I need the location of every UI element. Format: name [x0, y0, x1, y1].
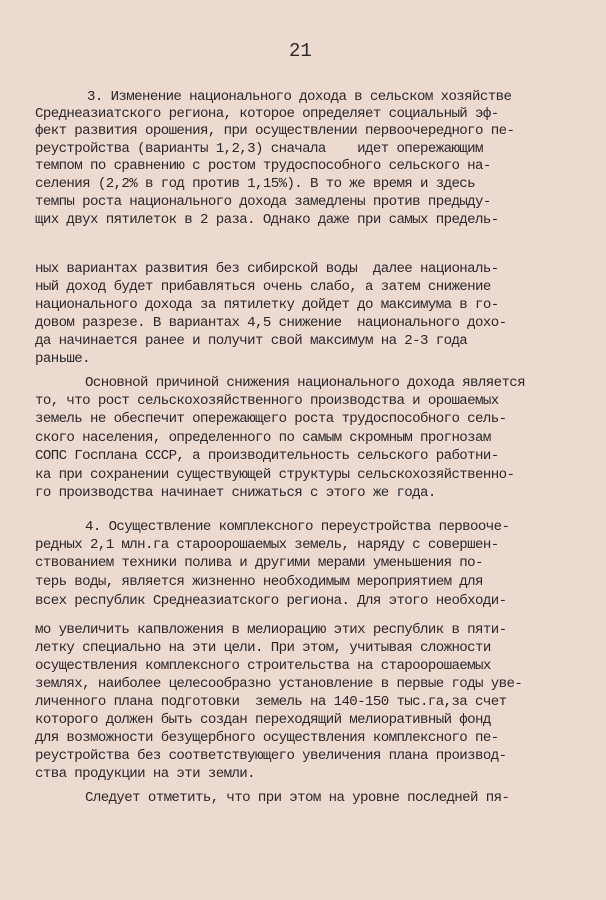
text-line: СОПС Госплана СССР, а производительность сельского работни-: [35, 448, 499, 464]
text-line: Среднеазиатского региона, которое определяет социальный эф-: [35, 106, 499, 122]
text-line: осуществления комплексного строительства на староорошаемых: [35, 658, 491, 674]
text-line: терь воды, является жизненно необходимым мероприятием для: [35, 574, 483, 590]
text-line: 4. Осуществление комплексного переустройства первооче-: [85, 519, 510, 535]
page-number: 21: [289, 40, 312, 62]
text-line: ка при сохранении существующей структуры сельскохозяйственно-: [35, 467, 515, 483]
text-line: для возможности безущербного осуществления комплексного пе-: [35, 730, 499, 746]
text-line: личенного плана подготовки земель на 140-150 тыс.га,за счет: [35, 694, 507, 710]
text-line: да начинается ранее и получит свой максимум на 2-3 года: [35, 333, 468, 349]
text-line: темпом по сравнению с ростом трудоспособного сельского на-: [35, 158, 491, 174]
text-line: редных 2,1 млн.га староорошаемых земель, наряду с совершен-: [35, 537, 499, 553]
text-line: земель не обеспечит опережающего роста трудоспособного сель-: [35, 411, 507, 427]
text-line: селения (2,2% в год против 1,15%). В то же время и здесь: [35, 176, 476, 192]
text-line: мо увеличить капвложения в мелиорацию этих республик в пяти-: [35, 622, 507, 638]
text-line: то, что рост сельскохозяйственного производства и орошаемых: [35, 393, 499, 409]
text-line: национального дохода за пятилетку дойдет до максимума в го-: [35, 297, 499, 313]
text-line: Основной причиной снижения национального дохода является: [85, 375, 526, 391]
text-line: щих двух пятилеток в 2 раза. Однако даже при самых предель-: [35, 212, 499, 228]
text-line: реустройства без соответствующего увеличения плана производ-: [35, 748, 507, 764]
text-line: которого должен быть создан переходящий мелиоративный фонд: [35, 712, 491, 728]
text-line: ных вариантах развития без сибирской воды далее националь-: [35, 261, 499, 277]
text-line: го производства начинает снижаться с этого же года.: [35, 485, 436, 501]
text-line: всех республик Среднеазиатского региона. Для этого необходи-: [35, 593, 507, 609]
text-line: землях, наиболее целесообразно установление в первые годы уве-: [35, 676, 523, 692]
text-line: ского населения, определенного по самым скромным прогнозам: [35, 430, 491, 446]
text-line: Следует отметить, что при этом на уровне последней пя-: [85, 790, 510, 806]
text-line: реустройства (варианты 1,2,3) сначала идет опережающим: [35, 141, 483, 157]
text-line: темпы роста национального дохода замедлены против предыду-: [35, 194, 491, 210]
text-line: 3. Изменение национального дохода в сельском хозяйстве: [87, 89, 512, 105]
text-line: ства продукции на эти земли.: [35, 766, 256, 782]
text-line: ный доход будет прибавляться очень слабо, а затем снижение: [35, 279, 491, 295]
text-line: летку специально на эти цели. При этом, учитывая сложности: [35, 640, 491, 656]
text-line: довом разрезе. В вариантах 4,5 снижение национального дохо-: [35, 315, 507, 331]
text-line: ствованием техники полива и другими мерами уменьшения по-: [35, 555, 483, 571]
text-line: фект развития орошения, при осуществлении первоочередного пе-: [35, 123, 515, 139]
text-line: раньше.: [35, 351, 91, 367]
